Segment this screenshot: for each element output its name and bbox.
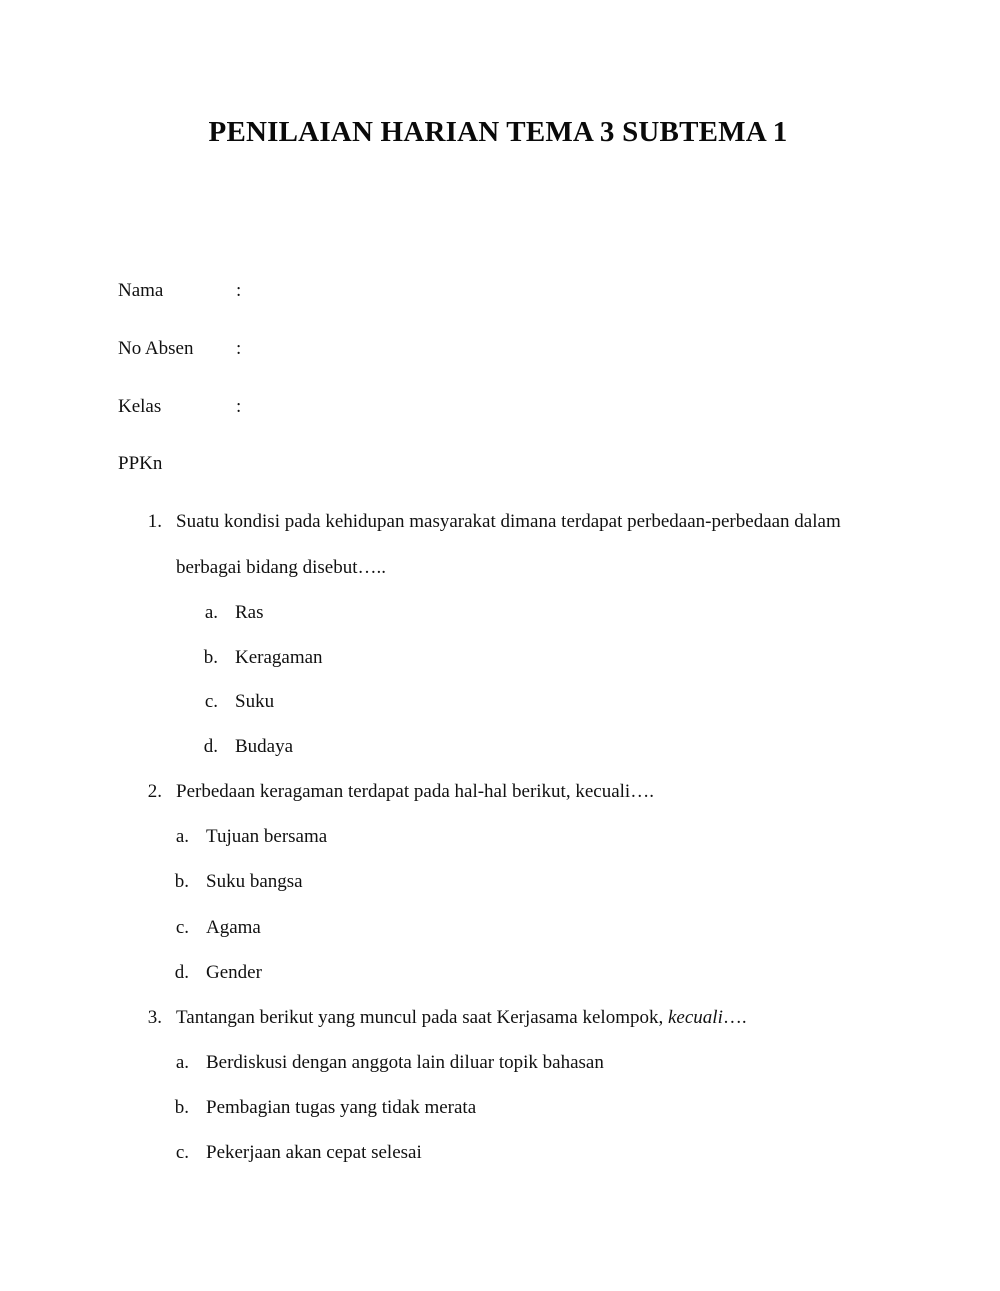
question-text: Suatu kondisi pada kehidupan masyarakat dimana terdapat perbedaan-perbedaan dalam — [176, 511, 841, 532]
subject-heading: PPKn — [118, 453, 163, 474]
field-colon: : — [236, 338, 242, 359]
option-letter: c. — [175, 917, 189, 938]
question-text-prefix: Tantangan berikut yang muncul pada saat Kerjasama kelompok, — [176, 1007, 668, 1028]
option-letter: d. — [203, 736, 218, 757]
field-nama — [118, 279, 241, 303]
option-text: Budaya — [235, 736, 294, 757]
option-text: Gender — [206, 962, 262, 983]
option-text: Pembagian tugas yang tidak merata — [206, 1097, 477, 1118]
option-letter: b. — [174, 1097, 189, 1118]
option-text: Suku bangsa — [206, 871, 303, 892]
field-label: Kelas — [118, 396, 162, 417]
field-kelas — [118, 395, 241, 419]
field-label: Nama — [118, 280, 164, 301]
field-colon: : — [236, 396, 242, 417]
field-no-absen — [118, 337, 241, 361]
question-text-continued: berbagai bidang disebut….. — [176, 557, 387, 578]
question-text-emphasis: kecuali — [667, 1007, 723, 1028]
option-text: Agama — [206, 917, 261, 938]
option-text: Ras — [235, 602, 264, 623]
option-text: Suku — [235, 691, 275, 712]
option-text: Tujuan bersama — [206, 826, 328, 847]
option-text: Berdiskusi dengan anggota lain diluar topik bahasan — [206, 1052, 604, 1073]
page-title: PENILAIAN HARIAN TEMA 3 SUBTEMA 1 — [208, 116, 788, 148]
field-label: No Absen — [118, 338, 194, 359]
option-letter: a. — [204, 602, 218, 623]
question-text: Perbedaan keragaman terdapat pada hal-hal berikut, kecuali…. — [176, 781, 654, 802]
field-colon: : — [236, 280, 242, 301]
option-letter: d. — [174, 962, 189, 983]
option-text: Pekerjaan akan cepat selesai — [206, 1142, 422, 1163]
option-letter: a. — [175, 826, 189, 847]
question-text-suffix: …. — [722, 1007, 747, 1028]
question-text — [176, 1006, 747, 1030]
option-letter: a. — [175, 1052, 189, 1073]
option-letter: c. — [175, 1142, 189, 1163]
option-letter: c. — [204, 691, 218, 712]
option-letter: b. — [203, 647, 218, 668]
question-number: 1. — [147, 511, 162, 532]
option-text: Keragaman — [235, 647, 323, 668]
question-number: 3. — [147, 1007, 162, 1028]
question-number: 2. — [147, 781, 162, 802]
option-letter: b. — [174, 871, 189, 892]
